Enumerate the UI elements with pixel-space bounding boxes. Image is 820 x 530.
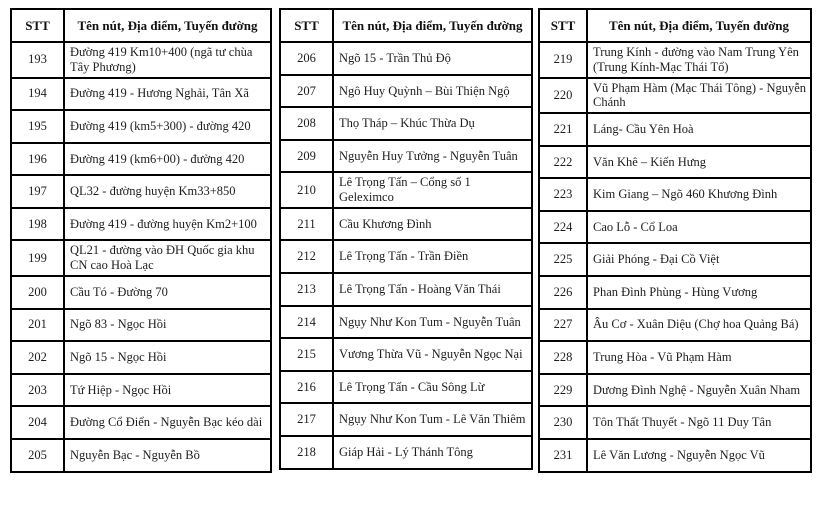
stt-cell: 210 bbox=[280, 172, 333, 208]
stt-cell: 220 bbox=[539, 78, 587, 114]
table-row bbox=[11, 374, 271, 407]
table-row bbox=[11, 341, 271, 374]
stt-cell: 197 bbox=[11, 175, 64, 208]
route-cell: Lê Trọng Tấn – Cổng số 1 Geleximco bbox=[333, 172, 532, 208]
route-table-left bbox=[10, 8, 272, 473]
route-cell: QL32 - đường huyện Km33+850 bbox=[64, 175, 271, 208]
table-row bbox=[11, 309, 271, 342]
table-header bbox=[280, 9, 532, 42]
stt-cell: 218 bbox=[280, 436, 333, 469]
column-header-stt: STT bbox=[280, 9, 333, 42]
stt-cell: 209 bbox=[280, 140, 333, 173]
table-row bbox=[539, 178, 811, 211]
stt-cell: 231 bbox=[539, 439, 587, 472]
route-cell: Đường 419 - đường huyện Km2+100 bbox=[64, 208, 271, 241]
stt-cell: 199 bbox=[11, 240, 64, 276]
route-cell: Ngụy Như Kon Tum - Lê Văn Thiêm bbox=[333, 403, 532, 436]
table-row bbox=[539, 341, 811, 374]
table-row bbox=[539, 243, 811, 276]
route-cell: Trung Kính - đường vào Nam Trung Yên (Trung Kính-Mạc Thái Tổ) bbox=[587, 42, 811, 78]
stt-cell: 211 bbox=[280, 208, 333, 241]
stt-cell: 207 bbox=[280, 75, 333, 108]
table-row bbox=[11, 240, 271, 276]
stt-cell: 205 bbox=[11, 439, 64, 472]
route-cell: Kim Giang – Ngõ 460 Khương Đình bbox=[587, 178, 811, 211]
stt-cell: 204 bbox=[11, 406, 64, 439]
column-header-name: Tên nút, Địa điểm, Tuyến đường bbox=[587, 9, 811, 42]
route-cell: Tứ Hiệp - Ngọc Hồi bbox=[64, 374, 271, 407]
table-row bbox=[539, 374, 811, 407]
header-row bbox=[539, 9, 811, 42]
table-row bbox=[280, 371, 532, 404]
stt-cell: 194 bbox=[11, 78, 64, 111]
stt-cell: 226 bbox=[539, 276, 587, 309]
route-cell: Ngô Huy Quỳnh – Bùi Thiện Ngộ bbox=[333, 75, 532, 108]
stt-cell: 193 bbox=[11, 42, 64, 78]
table-row bbox=[11, 110, 271, 143]
table-row bbox=[280, 306, 532, 339]
route-cell: Đường Cổ Điển - Nguyễn Bạc kéo dài bbox=[64, 406, 271, 439]
stt-cell: 219 bbox=[539, 42, 587, 78]
stt-cell: 217 bbox=[280, 403, 333, 436]
table-row bbox=[539, 146, 811, 179]
header-row bbox=[280, 9, 532, 42]
route-cell: Ngõ 83 - Ngọc Hồi bbox=[64, 309, 271, 342]
stt-cell: 215 bbox=[280, 338, 333, 371]
route-cell: Vương Thừa Vũ - Nguyễn Ngọc Nại bbox=[333, 338, 532, 371]
table-row bbox=[280, 436, 532, 469]
stt-cell: 202 bbox=[11, 341, 64, 374]
column-header-stt: STT bbox=[11, 9, 64, 42]
stt-cell: 230 bbox=[539, 406, 587, 439]
stt-cell: 228 bbox=[539, 341, 587, 374]
table-row bbox=[280, 75, 532, 108]
table-row bbox=[539, 211, 811, 244]
header-row bbox=[11, 9, 271, 42]
table-body bbox=[539, 42, 811, 472]
stt-cell: 212 bbox=[280, 240, 333, 273]
table-row bbox=[11, 406, 271, 439]
table-row bbox=[280, 172, 532, 208]
route-cell: Giải Phóng - Đại Cồ Việt bbox=[587, 243, 811, 276]
route-cell: Đường 419 - Hương Nghải, Tân Xã bbox=[64, 78, 271, 111]
table-row bbox=[11, 42, 271, 78]
table-row bbox=[539, 309, 811, 342]
table-row bbox=[280, 240, 532, 273]
route-cell: Âu Cơ - Xuân Diệu (Chợ hoa Quảng Bá) bbox=[587, 309, 811, 342]
stt-cell: 198 bbox=[11, 208, 64, 241]
route-cell: QL21 - đường vào ĐH Quốc gia khu CN cao Hoà Lạc bbox=[64, 240, 271, 276]
route-cell: Lê Trọng Tấn - Hoàng Văn Thái bbox=[333, 273, 532, 306]
stt-cell: 206 bbox=[280, 42, 333, 75]
table-row bbox=[280, 42, 532, 75]
route-cell: Cầu Khương Đình bbox=[333, 208, 532, 241]
route-cell: Tôn Thất Thuyết - Ngõ 11 Duy Tân bbox=[587, 406, 811, 439]
stt-cell: 221 bbox=[539, 113, 587, 146]
table-body bbox=[11, 42, 271, 472]
stt-cell: 208 bbox=[280, 107, 333, 140]
table-row bbox=[11, 143, 271, 176]
table-body bbox=[280, 42, 532, 469]
table-row bbox=[539, 42, 811, 78]
table-row bbox=[11, 175, 271, 208]
route-cell: Thọ Tháp – Khúc Thừa Dụ bbox=[333, 107, 532, 140]
table-row bbox=[539, 439, 811, 472]
route-cell: Đường 419 Km10+400 (ngã tư chùa Tây Phương) bbox=[64, 42, 271, 78]
stt-cell: 224 bbox=[539, 211, 587, 244]
table-header bbox=[11, 9, 271, 42]
column-header-stt: STT bbox=[539, 9, 587, 42]
table-row bbox=[280, 273, 532, 306]
table-row bbox=[539, 406, 811, 439]
route-cell: Lê Trọng Tấn - Trần Điền bbox=[333, 240, 532, 273]
column-header-name: Tên nút, Địa điểm, Tuyến đường bbox=[64, 9, 271, 42]
stt-cell: 229 bbox=[539, 374, 587, 407]
stt-cell: 213 bbox=[280, 273, 333, 306]
route-cell: Ngõ 15 - Ngọc Hồi bbox=[64, 341, 271, 374]
route-cell: Văn Khê – Kiến Hưng bbox=[587, 146, 811, 179]
route-cell: Cao Lỗ - Cổ Loa bbox=[587, 211, 811, 244]
table-row bbox=[539, 276, 811, 309]
route-cell: Đường 419 (km6+00) - đường 420 bbox=[64, 143, 271, 176]
route-cell: Vũ Phạm Hàm (Mạc Thái Tông) - Nguyễn Chánh bbox=[587, 78, 811, 114]
route-cell: Dương Đình Nghệ - Nguyễn Xuân Nham bbox=[587, 374, 811, 407]
route-cell: Cầu Tó - Đường 70 bbox=[64, 276, 271, 309]
table-row bbox=[280, 107, 532, 140]
route-cell: Đường 419 (km5+300) - đường 420 bbox=[64, 110, 271, 143]
route-cell: Trung Hòa - Vũ Phạm Hàm bbox=[587, 341, 811, 374]
route-cell: Lê Văn Lương - Nguyễn Ngọc Vũ bbox=[587, 439, 811, 472]
stt-cell: 227 bbox=[539, 309, 587, 342]
table-row bbox=[280, 403, 532, 436]
stt-cell: 223 bbox=[539, 178, 587, 211]
route-cell: Nguyễn Huy Tưởng - Nguyễn Tuân bbox=[333, 140, 532, 173]
table-row bbox=[11, 208, 271, 241]
route-table-right bbox=[538, 8, 812, 473]
route-table-middle bbox=[279, 8, 533, 470]
table-row bbox=[11, 78, 271, 111]
table-row bbox=[280, 208, 532, 241]
table-header bbox=[539, 9, 811, 42]
stt-cell: 214 bbox=[280, 306, 333, 339]
stt-cell: 196 bbox=[11, 143, 64, 176]
stt-cell: 200 bbox=[11, 276, 64, 309]
stt-cell: 222 bbox=[539, 146, 587, 179]
route-cell: Ngụy Như Kon Tum - Nguyễn Tuân bbox=[333, 306, 532, 339]
stt-cell: 195 bbox=[11, 110, 64, 143]
column-header-name: Tên nút, Địa điểm, Tuyến đường bbox=[333, 9, 532, 42]
route-cell: Láng- Cầu Yên Hoà bbox=[587, 113, 811, 146]
route-cell: Ngõ 15 - Trần Thủ Độ bbox=[333, 42, 532, 75]
route-cell: Nguyễn Bạc - Nguyễn Bồ bbox=[64, 439, 271, 472]
table-row bbox=[11, 276, 271, 309]
route-cell: Phan Đình Phùng - Hùng Vương bbox=[587, 276, 811, 309]
table-row bbox=[280, 140, 532, 173]
table-row bbox=[539, 113, 811, 146]
stt-cell: 225 bbox=[539, 243, 587, 276]
table-row bbox=[280, 338, 532, 371]
stt-cell: 201 bbox=[11, 309, 64, 342]
stt-cell: 203 bbox=[11, 374, 64, 407]
stt-cell: 216 bbox=[280, 371, 333, 404]
route-cell: Lê Trọng Tấn - Cầu Sông Lừ bbox=[333, 371, 532, 404]
table-row bbox=[11, 439, 271, 472]
route-cell: Giáp Hải - Lý Thánh Tông bbox=[333, 436, 532, 469]
table-row bbox=[539, 78, 811, 114]
